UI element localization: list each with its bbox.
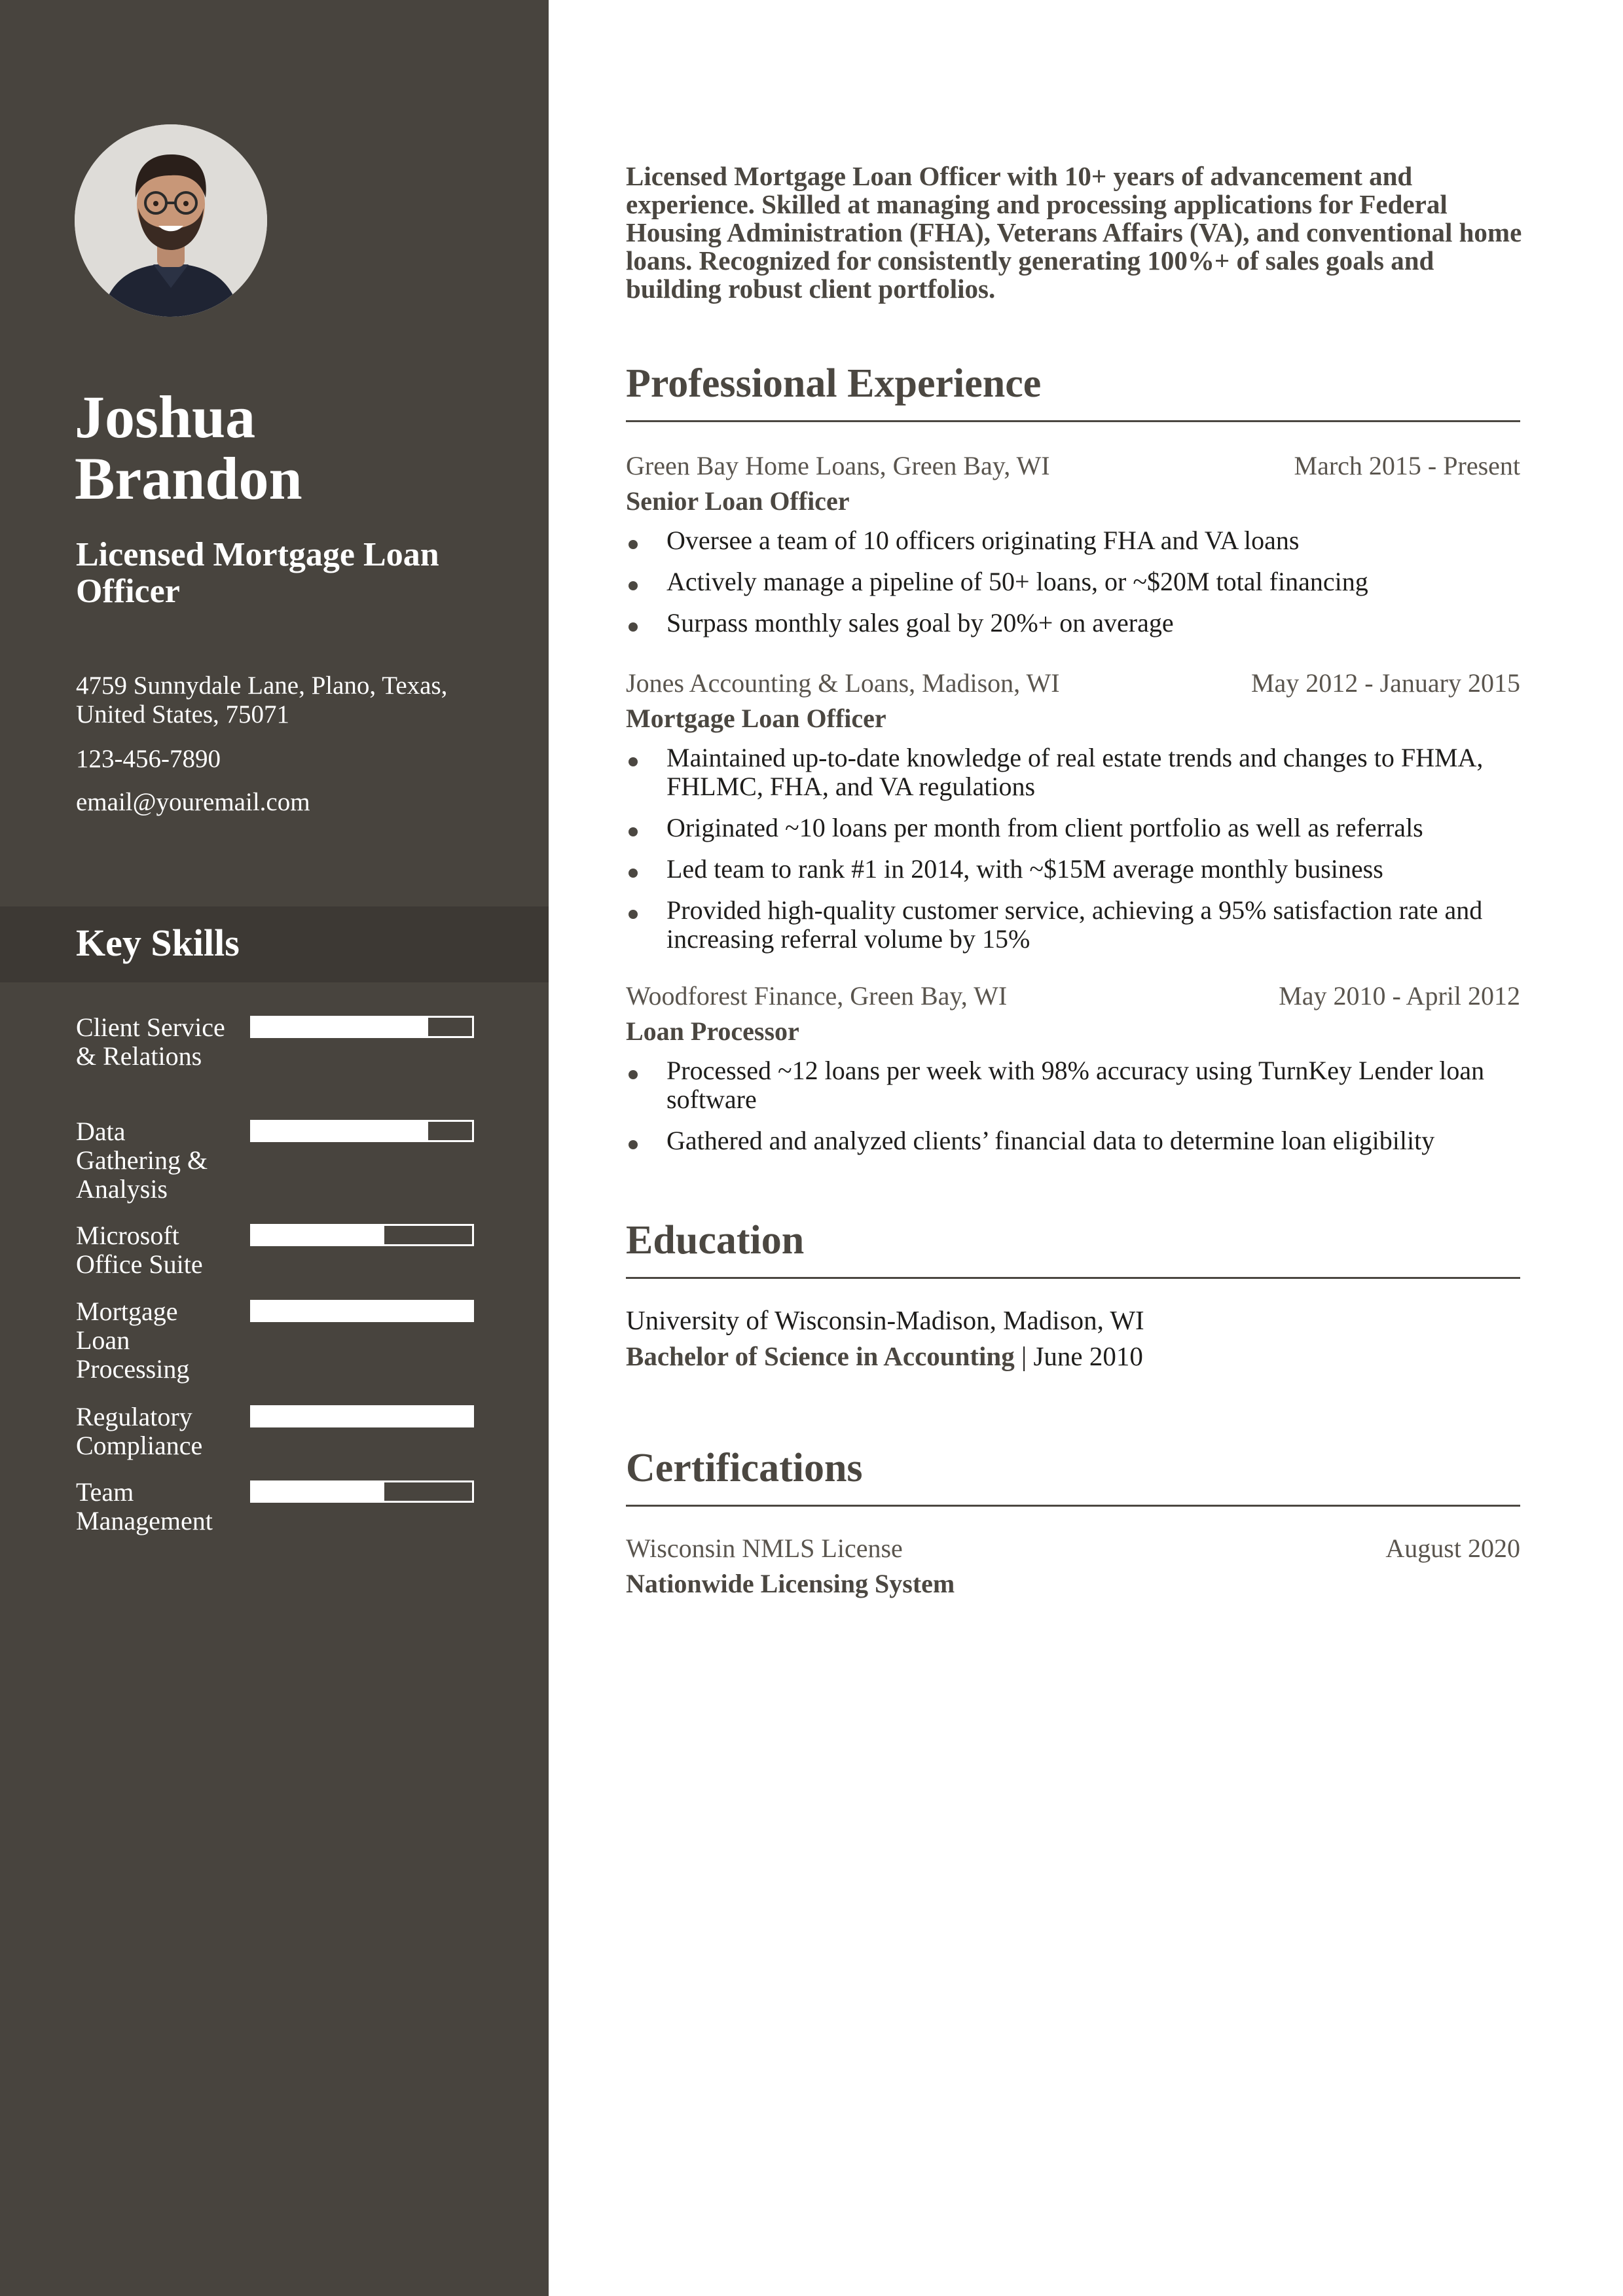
skill-label: Microsoft Office Suite <box>76 1221 203 1279</box>
skill-label: Data Gathering & Analysis <box>76 1117 208 1204</box>
list-item: Originated ~10 loans per month from client portfolio as well as referrals <box>626 814 1520 842</box>
skill-level-bar <box>250 1300 474 1322</box>
company-name: Woodforest Finance, Green Bay, WI <box>626 981 1008 1011</box>
experience-section-title: Professional Experience <box>626 359 1520 422</box>
list-item: Actively manage a pipeline of 50+ loans, or ~$20M total financing <box>626 567 1520 596</box>
skill-level-bar <box>250 1224 474 1246</box>
skill-level-fill <box>252 1018 428 1036</box>
job-role: Loan Processor <box>626 1016 799 1046</box>
job-role: Mortgage Loan Officer <box>626 704 886 733</box>
list-item: Provided high-quality customer service, achieving a 95% satisfaction rate and increasing referral volume by 15% <box>626 896 1520 954</box>
education-entry <box>626 1302 1520 1374</box>
avatar-portrait <box>75 124 267 317</box>
company-name: Jones Accounting & Loans, Madison, WI <box>626 668 1060 698</box>
list-item: Surpass monthly sales goal by 20%+ on average <box>626 609 1520 637</box>
degree-line <box>626 1338 1520 1374</box>
job-date: March 2015 - Present <box>1294 451 1520 480</box>
job-bullets <box>626 1056 1520 1155</box>
contact-info <box>76 672 495 817</box>
skill-level-bar <box>250 1016 474 1038</box>
skill-level-bar <box>250 1120 474 1142</box>
education-section-title: Education <box>626 1215 1520 1279</box>
sidebar <box>0 0 549 2296</box>
skill-level-fill <box>252 1226 384 1244</box>
skill-level-bar <box>250 1480 474 1503</box>
skill-label: Mortgage Loan Processing <box>76 1297 190 1384</box>
list-item: Led team to rank #1 in 2014, with ~$15M average monthly business <box>626 855 1520 884</box>
certification-issuer: Nationwide Licensing System <box>626 1569 955 1598</box>
degree-date: | June 2010 <box>1021 1341 1143 1371</box>
job-role: Senior Loan Officer <box>626 486 850 516</box>
main-content <box>626 0 1520 2296</box>
list-item: Oversee a team of 10 officers originating FHA and VA loans <box>626 526 1520 555</box>
phone-text: 123-456-7890 <box>76 745 221 773</box>
school-name: University of Wisconsin-Madison, Madison, WI <box>626 1305 1144 1335</box>
company-name: Green Bay Home Loans, Green Bay, WI <box>626 451 1050 480</box>
list-item: Gathered and analyzed clients’ financial data to determine loan eligibility <box>626 1126 1520 1155</box>
skill-level-fill <box>252 1122 428 1140</box>
job-date: May 2010 - April 2012 <box>1279 981 1520 1011</box>
certification-date: August 2020 <box>1385 1534 1520 1563</box>
professional-summary: Licensed Mortgage Loan Officer with 10+ years of advancement and experience. Skilled at managing and processing applications for Federal Housing Administration (FHA), Veterans Affairs (VA), and conventional home loans. Recognized for consistently generating 100%+ of sales goals and building robust client portfolios. <box>626 161 1522 304</box>
candidate-name <box>75 384 520 512</box>
email-text: email@youremail.com <box>76 788 310 816</box>
profile-photo <box>75 124 267 317</box>
job-headline: Licensed Mortgage Loan Officer <box>76 536 439 610</box>
last-name: Brandon <box>75 445 302 512</box>
job-bullets <box>626 744 1520 954</box>
first-name: Joshua <box>75 384 256 450</box>
skill-level-fill <box>252 1302 472 1320</box>
job-bullets <box>626 526 1520 637</box>
job-entry <box>626 449 1520 650</box>
list-item: Maintained up-to-date knowledge of real estate trends and changes to FHMA, FHLMC, FHA, and VA regulations <box>626 744 1520 801</box>
skill-label: Team Management <box>76 1477 213 1535</box>
certification-entry <box>626 1532 1520 1602</box>
job-entry <box>626 666 1520 966</box>
job-entry <box>626 979 1520 1168</box>
skills-title: Key Skills <box>76 922 240 964</box>
certifications-section-title: Certifications <box>626 1443 1520 1507</box>
job-header-row <box>626 979 1520 1013</box>
job-header-row <box>626 666 1520 700</box>
skill-level-fill <box>252 1482 384 1501</box>
list-item: Processed ~12 loans per week with 98% accuracy using TurnKey Lender loan software <box>626 1056 1520 1114</box>
skill-level-fill <box>252 1407 472 1426</box>
job-date: May 2012 - January 2015 <box>1250 668 1520 698</box>
skill-level-bar <box>250 1405 474 1427</box>
skill-label: Regulatory Compliance <box>76 1402 203 1460</box>
address-text: 4759 Sunnydale Lane, Plano, Texas, United States, 75071 <box>76 672 448 728</box>
job-header-row <box>626 449 1520 483</box>
degree-name: Bachelor of Science in Accounting <box>626 1341 1015 1371</box>
certification-header-row <box>626 1532 1520 1566</box>
certification-name: Wisconsin NMLS License <box>626 1534 903 1563</box>
skill-label: Client Service & Relations <box>76 1013 225 1071</box>
